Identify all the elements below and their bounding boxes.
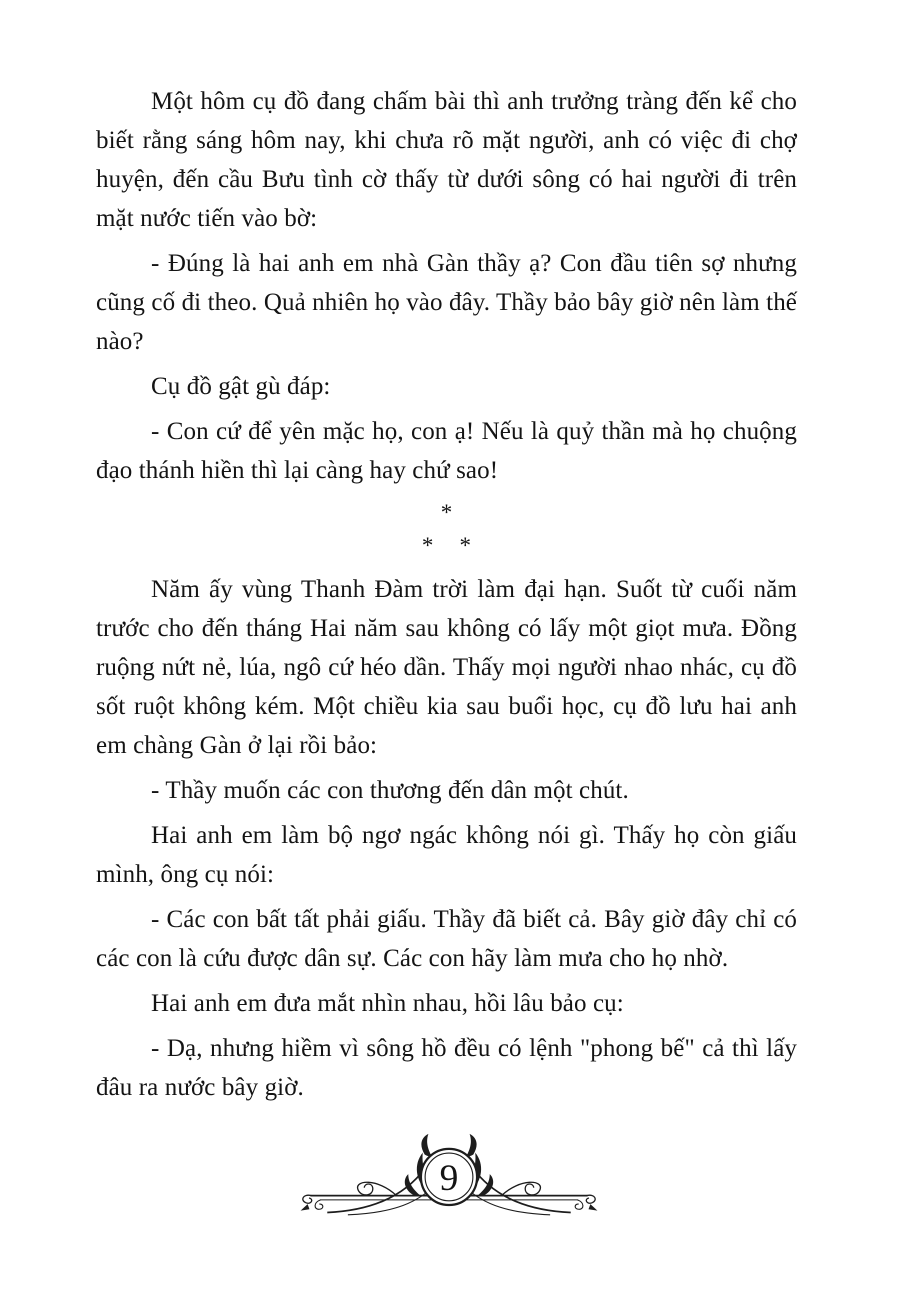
paragraph-dialogue: - Thầy muốn các con thương đến dân một chút. (151, 777, 629, 804)
paragraph-dialogue: - Con cứ để yên mặc họ, con ạ! Nếu là quỷ thần mà họ chuộng đạo thánh hiền thì lại càng hay chứ sao! (96, 418, 797, 484)
page-text (96, 82, 797, 1113)
separator-star-right: * (459, 533, 472, 558)
paragraph-dialogue: - Dạ, nhưng hiềm vì sông hồ đều có lệnh "phong bế" cả thì lấy đâu ra nước bây giờ. (96, 1035, 797, 1101)
paragraph-narration: Cụ đồ gật gù đáp: (151, 373, 331, 400)
page-number: 9 (439, 1158, 458, 1200)
page-footer (0, 1132, 897, 1235)
separator-star-row (96, 529, 797, 562)
section-separator (96, 496, 797, 562)
separator-star-top: * (440, 500, 453, 525)
paragraph-dialogue: - Các con bất tất phải giấu. Thầy đã biết cả. Bây giờ đây chỉ có các con là cứu được dân sự. Các con hãy làm mưa cho họ nhờ. (96, 906, 797, 972)
paragraph-narration: Năm ấy vùng Thanh Đàm trời làm đại hạn. Suốt từ cuối năm trước cho đến tháng Hai năm sau không có lấy một giọt mưa. Đồng ruộng nứt nẻ, lúa, ngô cứ héo dần. Thấy mọi người nhao nhác, cụ đồ sốt ruột không kém. Một chiều kia sau buổi học, cụ đồ lưu hai anh em chàng Gàn ở lại rồi bảo: (96, 576, 797, 759)
paragraph-dialogue: - Đúng là hai anh em nhà Gàn thầy ạ? Con đầu tiên sợ nhưng cũng cố đi theo. Quả nhiên họ vào đây. Thầy bảo bây giờ nên làm thế nào? (96, 250, 797, 355)
paragraph-narration: Một hôm cụ đồ đang chấm bài thì anh trưởng tràng đến kể cho biết rằng sáng hôm nay, khi chưa rõ mặt người, anh có việc đi chợ huyện, đến cầu Bưu tình cờ thấy từ dưới sông có hai người đi trên mặt nước tiến vào bờ: (96, 88, 797, 232)
separator-star-left: * (421, 533, 434, 558)
paragraph-narration: Hai anh em làm bộ ngơ ngác không nói gì. Thấy họ còn giấu mình, ông cụ nói: (96, 822, 797, 888)
page-number-ornament (299, 1132, 599, 1235)
paragraph-narration: Hai anh em đưa mắt nhìn nhau, hồi lâu bảo cụ: (151, 990, 624, 1017)
